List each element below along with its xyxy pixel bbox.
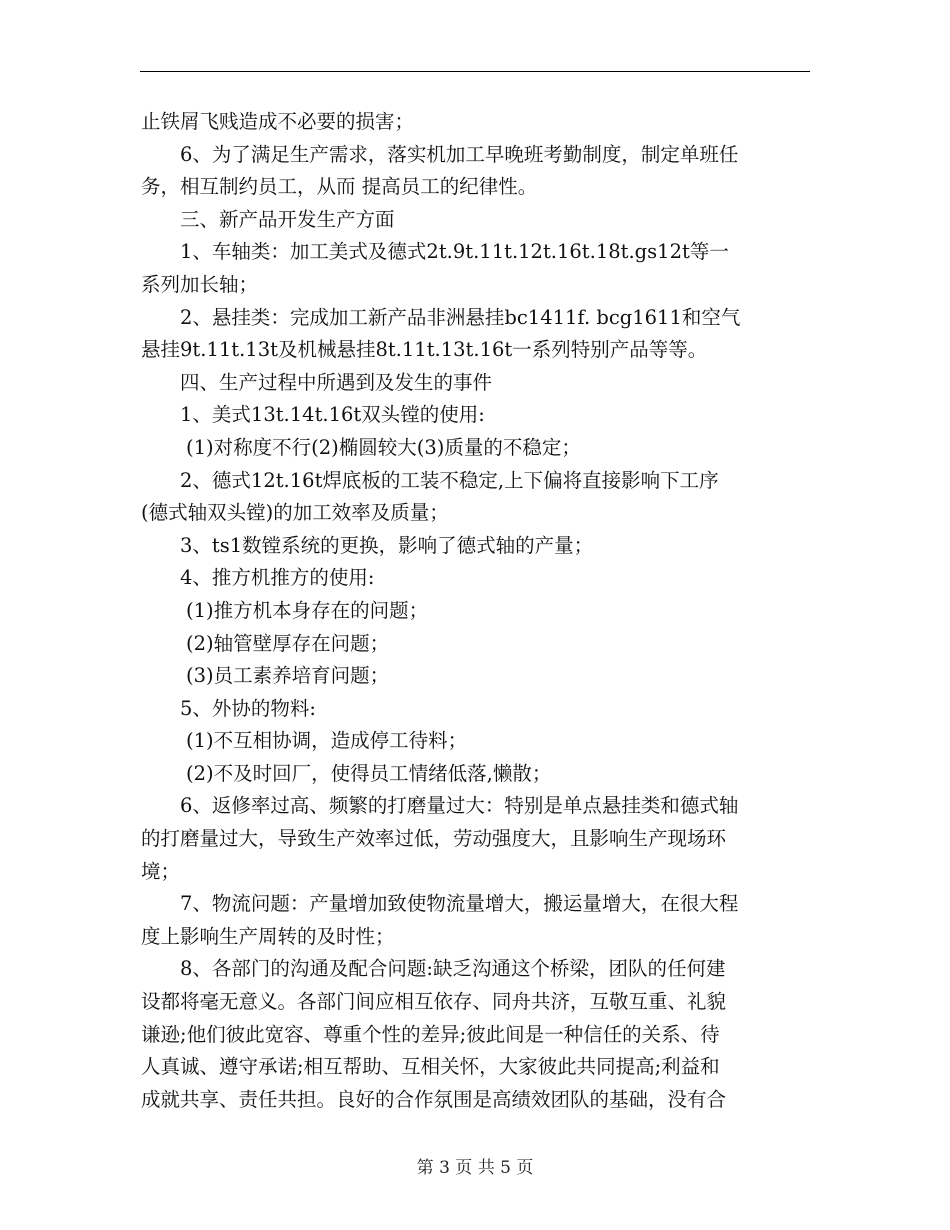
text-line: 成就共享、责任共担。良好的合作氛围是高绩效团队的基础，没有合 <box>141 1087 727 1111</box>
text-line: 2、德式12t.16t焊底板的工装不稳定,上下偏将直接影响下工序 <box>180 468 719 492</box>
page-number: 第 3 页 共 5 页 <box>416 1158 534 1178</box>
text-line: 5、外协的物料: <box>180 696 316 720</box>
text-line: 人真诚、遵守承诺;相互帮助、互相关怀，大家彼此共同提高;利益和 <box>141 1055 720 1079</box>
text-line: 境； <box>141 859 181 883</box>
text-line: 度上影响生产周转的及时性； <box>141 924 395 948</box>
section-heading: 三、新产品开发生产方面 <box>180 207 395 231</box>
text-line: 4、推方机推方的使用: <box>180 566 375 590</box>
text-line: 谦逊;他们彼此宽容、尊重个性的差异;彼此间是一种信任的关系、待 <box>141 1022 720 1046</box>
text-line: (2)轴管壁厚存在问题； <box>186 631 390 655</box>
header-rule <box>140 71 810 72</box>
text-line: (2)不及时回厂，使得员工情绪低落,懒散； <box>186 761 552 785</box>
text-line: (3)员工素养培育问题； <box>186 664 390 688</box>
text-line: (1)推方机本身存在的问题； <box>186 598 429 622</box>
text-line: 8、各部门的沟通及配合问题:缺乏沟通这个桥梁，团队的任何建 <box>180 957 726 981</box>
text-line: 务，相互制约员工，从而 提高员工的纪律性。 <box>141 175 538 199</box>
text-line: (1)不互相协调，造成停工待料； <box>186 729 468 753</box>
text-line: 7、物流问题：产量增加致使物流量增大，搬运量增大，在很大程 <box>180 892 739 916</box>
text-line: (1)对称度不行(2)椭圆较大(3)质量的不稳定； <box>186 435 581 459</box>
text-line: 止铁屑飞贱造成不必要的损害； <box>141 110 415 133</box>
text-line: (德式轴双头镗)的加工效率及质量； <box>141 501 449 525</box>
text-line: 2、悬挂类：完成加工新产品非洲悬挂bc1411f. bcg1611和空气 <box>180 305 741 329</box>
document-body <box>141 106 811 1116</box>
text-line: 1、车轴类：加工美式及德式2t.9t.11t.12t.16t.18t.gs12t等一 <box>180 240 729 264</box>
text-line: 的打磨量过大，导致生产效率过低，劳动强度大，且影响生产现场环 <box>141 827 727 851</box>
text-line: 6、返修率过高、频繁的打磨量过大：特别是单点悬挂类和德式轴 <box>180 794 739 818</box>
text-line: 6、为了满足生产需求，落实机加工早晚班考勤制度，制定单班任 <box>180 142 739 166</box>
text-line: 3、ts1数镗系统的更换，影响了德式轴的产量； <box>180 533 594 557</box>
text-line: 设都将毫无意义。各部门间应相互依存、同舟共济，互敬互重、礼貌 <box>141 990 727 1014</box>
text-line: 1、美式13t.14t.16t双头镗的使用: <box>180 403 485 427</box>
text-line: 悬挂9t.11t.13t及机械悬挂8t.11t.13t.16t一系列特别产品等等。 <box>141 338 708 362</box>
text-line: 系列加长轴； <box>141 272 259 296</box>
section-heading: 四、生产过程中所遇到及发生的事件 <box>180 370 493 394</box>
